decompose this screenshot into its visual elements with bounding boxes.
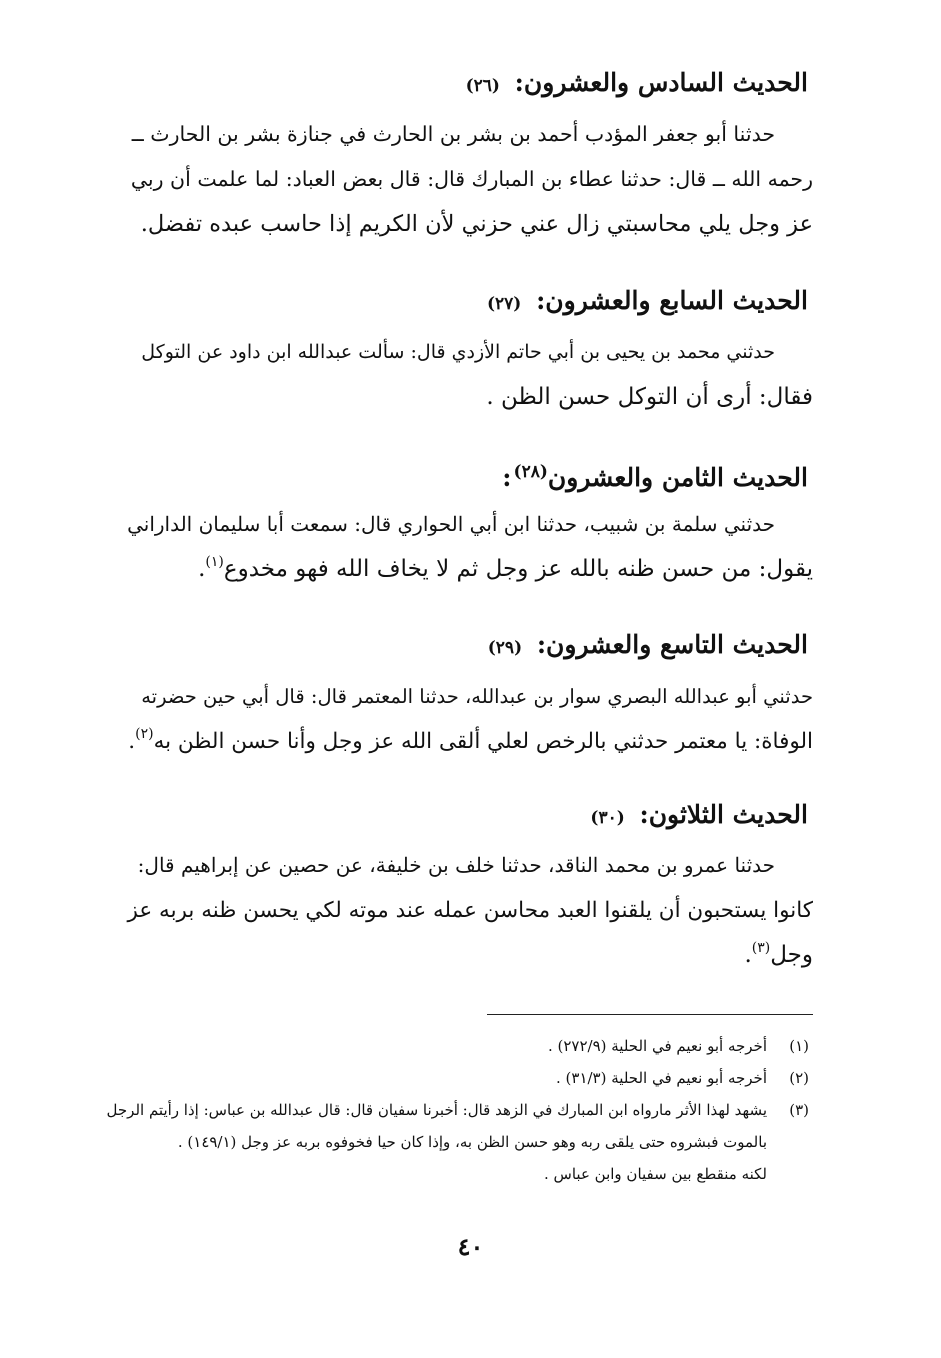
hadith-line-with-ref [128,719,813,764]
footnote-divider [487,1014,813,1015]
footnote-number: (١) [789,1037,809,1055]
hadith-30-heading [128,798,808,835]
hadith-29-heading [128,628,808,665]
footnote-text: يشهد لهذا الأثر مارواه ابن المبارك في الزهد قال: أخبرنا سفيان قال: قال عبدالله بن عباس: إذا رأيتم الرجل [106,1101,767,1119]
hadith-29-body [128,674,813,764]
hadith-line-with-ref [128,547,813,592]
hadith-line: رحمه الله ــ قال: حدثنا عطاء بن المبارك قال: قال بعض العباد: لما علمت أن ربي [130,167,813,191]
hadith-line: حدثنا عمرو بن محمد الناقد، حدثنا خلف بن خليفة، عن حصين عن إبراهيم قال: [137,853,775,877]
hadith-heading-colon: : [502,463,512,492]
hadith-number: (٢٦) [465,76,500,96]
hadith-line: حدثني محمد بن يحيى بن أبي حاتم الأزدي قال: سألت عبدالله ابن داود عن التوكل [141,341,775,363]
footnote-ref[interactable]: (٣) [751,940,771,956]
footnote-ref[interactable]: (١) [205,554,224,570]
line-period: . [128,729,136,754]
hadith-26-heading [128,66,808,103]
hadith-line-text: يقول: من حسن ظنه بالله عز وجل ثم لا يخاف الله فهو مخدوع [223,556,813,582]
hadith-line-text: وجل [770,942,813,968]
footnote-text: أخرجه أبو نعيم في الحلية (٣١/٣) . [556,1069,767,1087]
hadith-line: حدثنا أبو جعفر المؤدب أحمد بن بشر بن الحارث في جنازة بشر بن الحارث ــ [131,122,775,146]
line-period: . [198,556,206,582]
hadith-number: (٢٩) [487,638,523,658]
hadith-26-body [128,112,813,247]
footnote-3 [106,1094,809,1126]
footnote-number: (٣) [789,1101,809,1119]
page-number: ٤٠ [457,1232,484,1261]
hadith-27-body [128,330,813,420]
footnote-2 [124,1062,809,1094]
footnote-ref[interactable]: (٢) [135,726,154,742]
hadith-number: (٢٨) [513,462,548,482]
line-period: . [744,942,752,968]
hadith-line: حدثني سلمة بن شبيب، حدثنا ابن أبي الحواري قال: سمعت أبا سليمان الداراني [127,512,775,536]
footnote-3-continuation: بالموت فبشروه حتى يلقى ربه وهو حسن الظن به، وإذا كان حيا فخوفوه بربه عز وجل (١٤٩/١) . [177,1133,767,1151]
footnote-1 [124,1030,809,1062]
hadith-heading-text: الحديث الثلاثون: [639,800,808,829]
footnote-text: أخرجه أبو نعيم في الحلية (٢٧٢/٩) . [547,1037,767,1055]
hadith-line: عز وجل يلي محاسبتي زال عني حزني لأن الكريم إذا حاسب عبده تفضل. [140,211,813,237]
hadith-heading-text: الحديث التاسع والعشرون: [536,630,808,659]
footnote-number: (٢) [789,1069,809,1087]
footnotes [106,1030,809,1190]
footnote-3-continuation: لكنه منقطع بين سفيان وابن عباس . [544,1165,767,1183]
hadith-number: (٢٧) [486,294,522,314]
hadith-28-body [128,502,813,592]
hadith-27-heading [128,284,808,321]
hadith-line: حدثني أبو عبدالله البصري سوار بن عبدالله، حدثنا المعتمر قال: قال أبي حين حضرته [141,685,813,708]
hadith-line-text: الوفاة: يا معتمر حدثني بالرخص لعلي ألقى الله عز وجل وأنا حسن الظن به [153,729,813,754]
hadith-line: فقال: أرى أن التوكل حسن الظن . [486,384,813,410]
hadith-heading-text: الحديث السابع والعشرون: [536,286,808,315]
hadith-heading-text: الحديث السادس والعشرون: [514,68,808,97]
hadith-number: (٣٠) [590,808,625,828]
hadith-28-heading [128,455,808,495]
hadith-heading-text: الحديث الثامن والعشرون [547,463,808,492]
hadith-line-with-ref [128,933,813,978]
hadith-line: كانوا يستحبون أن يلقنوا العبد محاسن عمله عند موته لكي يحسن ظنه بربه عز [127,898,813,923]
hadith-30-body [128,843,813,978]
